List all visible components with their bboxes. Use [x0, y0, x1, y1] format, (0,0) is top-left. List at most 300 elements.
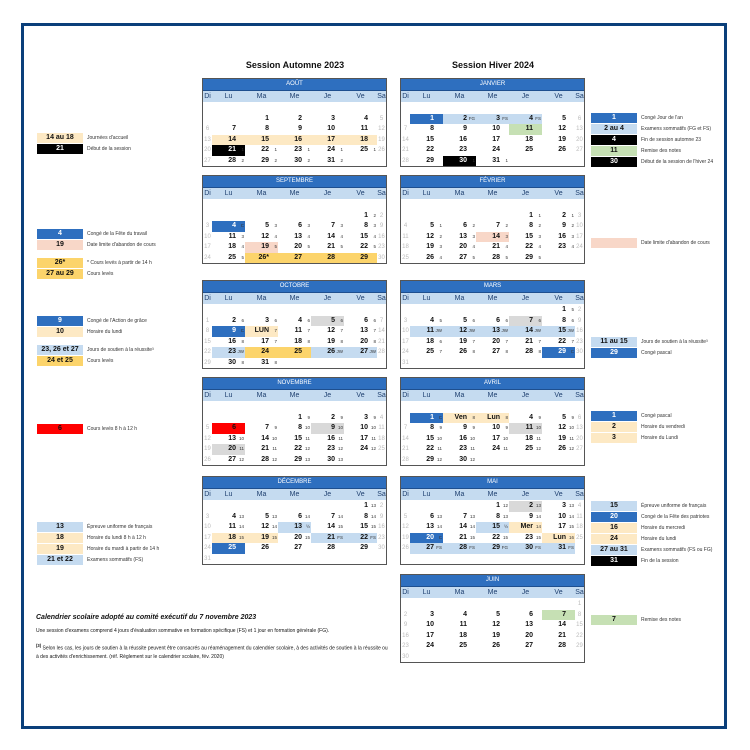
day-annotation: 13 — [436, 513, 442, 519]
legend-item — [37, 338, 154, 344]
day-cell — [203, 221, 212, 232]
legend-text: Remise des notes — [641, 617, 682, 623]
day-number: 10 — [426, 621, 434, 628]
day-cell — [575, 434, 584, 445]
day-cell — [410, 358, 443, 369]
day-annotation: 8 — [373, 338, 376, 344]
day-cell — [476, 512, 509, 523]
day-number: 21 — [261, 445, 269, 452]
winter-session-title: Session Hiver 2024 — [451, 60, 535, 70]
day-number: 7 — [265, 424, 269, 431]
day-annotation: 10 — [304, 425, 310, 430]
day-name: Lu — [224, 190, 233, 197]
day-cell — [401, 211, 410, 222]
legend-text: Journées d'accueil — [87, 135, 129, 141]
day-cell — [443, 554, 476, 565]
day-number: 1 — [562, 306, 566, 313]
day-number: 10 — [402, 328, 409, 334]
legend-text: Horaire du lundi — [641, 536, 677, 542]
legend-item — [591, 523, 712, 533]
day-number: 21 — [459, 533, 467, 541]
day-cell — [311, 347, 344, 358]
day-cell — [311, 337, 344, 348]
day-number: 22 — [204, 349, 211, 355]
day-cell — [476, 326, 509, 337]
day-cell — [203, 347, 212, 358]
day-number: 3 — [577, 212, 582, 219]
day-cell — [203, 522, 212, 533]
day-cell — [401, 455, 410, 466]
day-cell — [542, 316, 575, 327]
legend-item — [37, 240, 156, 250]
day-cell — [212, 444, 245, 455]
day-annotation: 7 — [373, 328, 376, 333]
day-number: 26* — [258, 253, 269, 261]
day-number: 5 — [265, 222, 269, 229]
day-number: 20 — [576, 435, 583, 442]
day-cell — [401, 413, 410, 424]
day-cell — [203, 512, 212, 523]
day-number: 25 — [459, 642, 467, 649]
day-number: 5 — [463, 316, 467, 324]
day-number: 22 — [525, 243, 533, 250]
day-cell — [509, 413, 542, 424]
day-cell — [509, 455, 542, 466]
day-number: 28 — [558, 642, 566, 649]
day-cell — [245, 232, 278, 243]
legend-mai — [591, 501, 712, 567]
day-number: 22 — [576, 632, 583, 639]
day-annotation: 3 — [439, 244, 442, 249]
day-cell — [410, 253, 443, 264]
day-cell — [344, 444, 377, 455]
day-annotation: C — [240, 328, 244, 333]
day-annotation: 14 — [436, 524, 442, 529]
day-number: 27 — [360, 348, 368, 355]
day-cell — [476, 434, 509, 445]
legend-text: Congé de la Fête du travail — [87, 231, 148, 237]
day-annotation: FS — [502, 115, 508, 121]
day-annotation: 13 — [238, 513, 244, 519]
day-number: 3 — [403, 317, 408, 324]
day-cell — [311, 124, 344, 135]
day-number: 10 — [327, 125, 335, 132]
day-number: 25 — [228, 544, 236, 551]
day-number: 2 — [298, 114, 302, 122]
day-number: 6 — [232, 424, 236, 431]
day-number: 30 — [525, 544, 533, 551]
day-cell — [278, 522, 311, 533]
day-cell — [542, 501, 575, 512]
day-number: 6 — [577, 115, 582, 122]
day-cell — [212, 253, 245, 264]
day-name: Lu — [224, 491, 233, 498]
day-annotation: 5 — [505, 254, 508, 260]
day-annotation: 6 — [274, 317, 277, 323]
day-number: 15 — [576, 622, 583, 628]
day-cell — [344, 221, 377, 232]
day-number: 27 — [228, 455, 236, 463]
day-cell — [443, 305, 476, 316]
month-header: JUIN — [401, 575, 584, 587]
day-cell — [344, 305, 377, 316]
day-cell — [509, 543, 542, 554]
day-annotation: 9 — [538, 414, 541, 420]
day-name: Lu — [422, 589, 431, 596]
day-cell — [278, 232, 311, 243]
day-annotation: 11 — [470, 446, 475, 451]
day-number: 7 — [496, 222, 500, 229]
day-annotation: 12 — [568, 446, 574, 451]
day-number: 9 — [463, 424, 467, 431]
month-header: NOVEMBRE — [203, 378, 386, 390]
day-number: 12 — [492, 621, 500, 628]
day-cell — [443, 114, 476, 125]
day-cell — [542, 652, 575, 663]
legend-text: Congé pascal — [641, 350, 672, 356]
day-number: 12 — [261, 523, 269, 530]
day-cell — [575, 211, 584, 222]
day-number: 10 — [558, 512, 566, 520]
day-number: 20 — [525, 631, 533, 639]
day-cell — [575, 641, 584, 652]
day-number: 13 — [459, 232, 467, 240]
day-cell — [401, 358, 410, 369]
day-number: 18 — [459, 631, 467, 639]
day-number: 11 — [228, 523, 236, 530]
day-cell — [410, 501, 443, 512]
day-number: 13 — [525, 621, 533, 628]
legend-swatch: 4 — [591, 135, 637, 145]
day-number: 4 — [529, 114, 533, 122]
day-annotation: 3 — [472, 233, 475, 239]
day-cell — [509, 533, 542, 544]
day-cell — [401, 156, 410, 167]
day-cell — [344, 434, 377, 445]
day-cell — [401, 501, 410, 512]
day-cell — [377, 135, 386, 146]
day-cell — [245, 522, 278, 533]
day-name: Ve — [554, 589, 563, 596]
day-cell — [476, 554, 509, 565]
day-number: 13 — [576, 126, 583, 132]
day-number: 26 — [558, 146, 566, 153]
day-cell — [401, 522, 410, 533]
legend-text: Cours levés 8 h à 12 h — [87, 426, 138, 432]
day-cell — [212, 221, 245, 232]
day-cell — [377, 253, 386, 264]
day-number: 9 — [463, 125, 467, 132]
day-cell — [212, 501, 245, 512]
day-annotation: 2 — [340, 157, 343, 163]
day-cell — [509, 652, 542, 663]
legend-swatch: 23, 26 et 27 — [37, 345, 83, 355]
day-number: 29 — [204, 359, 211, 366]
day-number: 16 — [558, 232, 566, 240]
day-cell — [212, 211, 245, 222]
day-number: 3 — [205, 513, 210, 520]
day-number: 25 — [402, 254, 409, 261]
day-number: 13 — [576, 425, 583, 431]
legend-item — [591, 146, 713, 156]
legend-swatch: 2 au 4 — [591, 124, 637, 134]
day-names-row — [401, 587, 584, 598]
day-annotation: 12 — [535, 446, 541, 451]
day-number: 4 — [364, 114, 368, 122]
day-number: 15 — [261, 135, 269, 143]
day-cell — [245, 316, 278, 327]
day-cell — [410, 124, 443, 135]
day-annotation: 9 — [274, 425, 277, 430]
day-cell — [278, 135, 311, 146]
day-number: 19 — [558, 434, 566, 442]
day-number: 27 — [204, 157, 211, 164]
day-annotation: 9 — [373, 414, 376, 420]
day-annotation: 8 — [241, 359, 244, 365]
day-annotation: 8 — [505, 414, 508, 420]
day-cell — [377, 512, 386, 523]
day-name: Me — [289, 392, 300, 399]
day-number: 11 — [360, 125, 368, 132]
day-annotation: 12 — [337, 446, 343, 451]
day-number: 10 — [492, 125, 500, 132]
day-number: 25 — [525, 445, 533, 452]
day-cell — [509, 337, 542, 348]
day-annotation: C — [240, 223, 244, 228]
legend-swatch: 16 — [591, 523, 637, 533]
day-number: 14 — [378, 328, 385, 334]
day-cell — [575, 501, 584, 512]
day-annotation: 14 — [337, 513, 343, 519]
day-name: Sa — [377, 295, 386, 302]
day-number: 30 — [402, 653, 409, 660]
day-cell — [410, 533, 443, 544]
day-cell — [401, 232, 410, 243]
legend-swatch: 21 — [37, 144, 83, 154]
day-annotation: 13 — [469, 513, 475, 519]
day-number: 19 — [261, 533, 269, 541]
day-number: 11 — [294, 327, 302, 334]
day-number: 5 — [496, 610, 500, 618]
day-cell — [278, 156, 311, 167]
day-cell — [212, 232, 245, 243]
day-number: 11 — [426, 327, 434, 334]
day-cell — [278, 444, 311, 455]
day-cell — [443, 599, 476, 610]
day-cell — [509, 316, 542, 327]
day-cell — [344, 501, 377, 512]
day-annotation: 7 — [274, 338, 277, 344]
legend-fevrier — [591, 238, 710, 249]
day-cell — [443, 200, 476, 211]
day-cell — [203, 337, 212, 348]
day-number: 21 — [525, 337, 533, 345]
day-name: Je — [323, 93, 332, 100]
day-name: Di — [402, 93, 409, 100]
day-number: 8 — [298, 424, 302, 431]
legend-item — [591, 545, 712, 555]
day-cell — [401, 103, 410, 114]
day-annotation: 1 — [241, 147, 244, 152]
day-number: 11 — [525, 125, 533, 132]
day-name: Di — [204, 491, 211, 498]
day-cell — [575, 326, 584, 337]
day-number: 20 — [228, 445, 236, 452]
month-janvier — [400, 78, 585, 167]
day-annotation: 12 — [502, 503, 508, 508]
day-cell — [344, 114, 377, 125]
day-cell — [509, 326, 542, 337]
day-number: 22 — [426, 445, 434, 452]
day-number: 14 — [558, 621, 566, 628]
day-number: 4 — [232, 222, 236, 229]
day-name: Ve — [554, 93, 563, 100]
day-number: 16 — [576, 328, 583, 334]
legend-item — [37, 144, 131, 154]
day-name: Sa — [575, 190, 584, 197]
day-cell — [401, 610, 410, 621]
day-name: Je — [521, 491, 530, 498]
day-cell — [443, 103, 476, 114]
day-number: 12 — [327, 327, 335, 334]
day-cell — [344, 211, 377, 222]
day-number: 2 — [379, 212, 384, 219]
day-annotation: 5 — [439, 317, 442, 323]
day-number: 28 — [402, 157, 409, 164]
day-names-row — [203, 293, 386, 304]
day-cell — [476, 200, 509, 211]
day-number: 26 — [261, 544, 269, 551]
day-number: 24 — [327, 146, 335, 153]
legend-text: * Cours levés à partir de 14 h — [87, 260, 152, 266]
day-grid — [401, 199, 584, 263]
day-cell — [278, 124, 311, 135]
month-header: DÉCEMBRE — [203, 477, 386, 489]
day-annotation: 2 — [307, 157, 310, 163]
day-number: 12 — [558, 424, 566, 431]
day-number: 24 — [492, 445, 500, 452]
day-cell — [377, 211, 386, 222]
day-number: 12 — [261, 232, 269, 240]
day-cell — [476, 358, 509, 369]
legend-text: Épreuve uniforme de français — [641, 503, 707, 509]
day-cell — [509, 434, 542, 445]
legend-janvier — [591, 113, 713, 168]
legend-text: Congé pascal — [641, 413, 672, 419]
day-annotation: 8 — [538, 349, 541, 354]
day-annotation: 10 — [535, 425, 541, 430]
day-name: Me — [487, 190, 498, 197]
day-cell — [377, 326, 386, 337]
day-annotation: FS — [535, 115, 541, 121]
day-annotation: 2 — [472, 223, 475, 228]
day-number: Mer — [520, 523, 533, 530]
day-number: 15 — [558, 327, 566, 334]
day-name: Sa — [377, 392, 386, 399]
day-number: 10 — [360, 424, 368, 431]
legend-text: Examens sommatifs (FS) — [87, 557, 144, 563]
day-name: Sa — [575, 491, 584, 498]
day-cell — [311, 423, 344, 434]
day-cell — [311, 211, 344, 222]
footer-notes — [36, 614, 391, 668]
day-number: 16 — [378, 233, 385, 240]
day-cell — [401, 641, 410, 652]
day-annotation: JW — [435, 328, 442, 333]
day-annotation: 5 — [241, 254, 244, 260]
day-annotation: C — [438, 534, 442, 540]
day-annotation: FS — [469, 545, 475, 550]
day-name: Ve — [356, 491, 365, 498]
day-cell — [443, 221, 476, 232]
day-number: 22 — [426, 146, 434, 153]
day-cell — [575, 423, 584, 434]
day-cell — [542, 554, 575, 565]
day-names-row — [203, 489, 386, 500]
day-number: 4 — [232, 512, 236, 520]
day-cell — [509, 358, 542, 369]
day-cell — [311, 253, 344, 264]
day-cell — [476, 145, 509, 156]
day-number: 11 — [228, 232, 236, 240]
legend-text: Horaire du mercredi — [641, 525, 686, 531]
day-cell — [377, 402, 386, 413]
day-annotation: FS — [535, 545, 541, 550]
day-cell — [410, 326, 443, 337]
legend-item — [37, 229, 156, 239]
legend-swatch: 19 — [37, 240, 83, 250]
legend-text: Horaire du mardi à partir de 14 h — [87, 546, 160, 552]
day-name: Di — [402, 491, 409, 498]
day-annotation: 7 — [571, 338, 574, 344]
day-number: 5 — [430, 222, 434, 229]
day-name: Me — [487, 93, 498, 100]
day-cell — [278, 114, 311, 125]
day-name: Ve — [356, 392, 365, 399]
day-name: Ma — [256, 491, 267, 498]
day-cell — [278, 347, 311, 358]
day-cell — [542, 402, 575, 413]
legend-item — [591, 337, 708, 347]
day-cell — [401, 599, 410, 610]
day-cell — [443, 641, 476, 652]
day-cell — [377, 114, 386, 125]
legend-septembre — [37, 229, 156, 280]
day-cell — [509, 114, 542, 125]
day-annotation: 14 — [304, 513, 310, 519]
day-number: 31 — [558, 544, 566, 551]
day-cell — [542, 242, 575, 253]
day-name: Di — [402, 392, 409, 399]
day-cell — [212, 305, 245, 316]
day-cell — [476, 211, 509, 222]
day-cell — [377, 533, 386, 544]
day-annotation: 13 — [502, 513, 508, 519]
day-cell — [401, 631, 410, 642]
month-header: AVRIL — [401, 378, 584, 390]
day-number: 26 — [459, 348, 467, 355]
day-annotation: 9 — [472, 425, 475, 430]
day-annotation: 15 — [238, 534, 244, 540]
day-number: 7 — [331, 512, 335, 520]
day-cell — [509, 347, 542, 358]
legend-swatch: 6 — [37, 424, 83, 434]
day-name: Lu — [224, 93, 233, 100]
legend-item — [37, 356, 154, 366]
day-number: 1 — [298, 413, 302, 421]
day-number: 24 — [402, 349, 409, 355]
day-annotation: 3 — [274, 223, 277, 228]
